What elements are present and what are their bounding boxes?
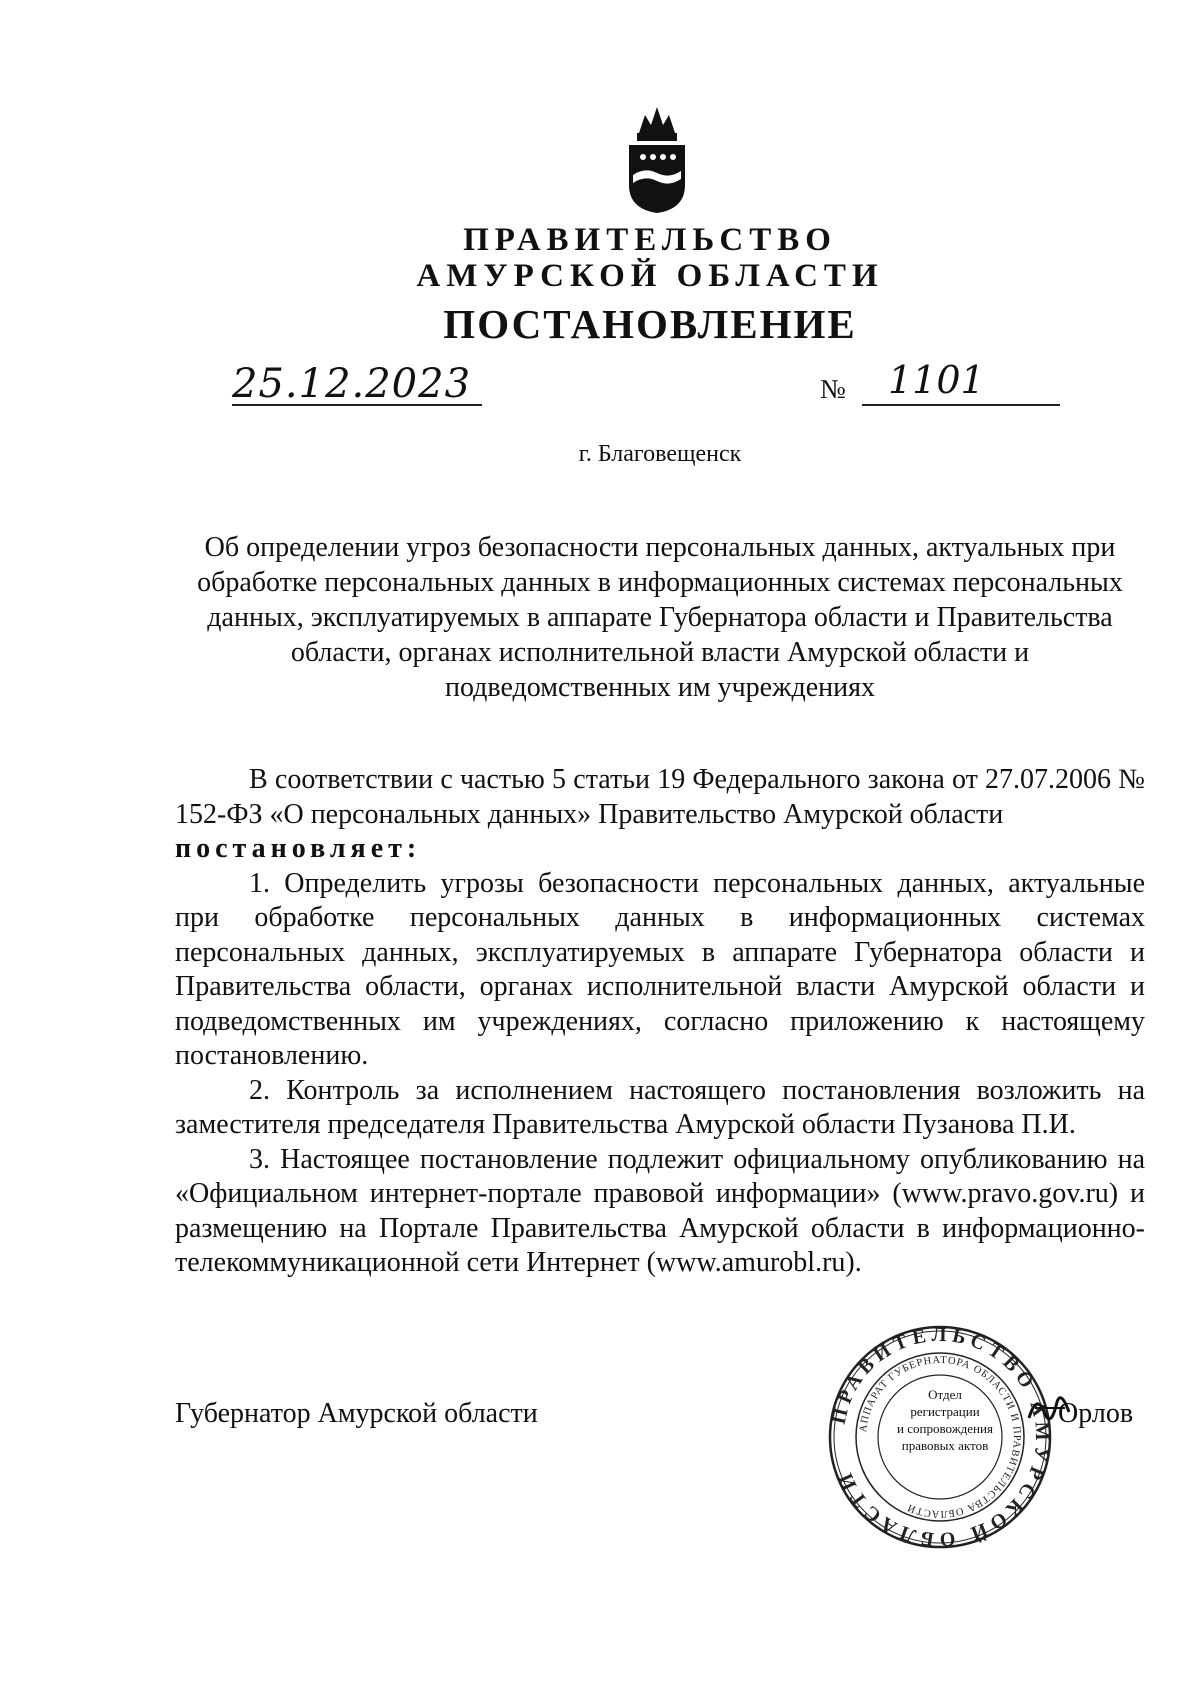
resolves-word: постановляет: xyxy=(175,833,422,864)
title-line: Об определении угроз безопасности персональных данных, актуальных при xyxy=(204,532,1116,563)
date-underline xyxy=(232,404,482,406)
preamble: В соответствии с частью 5 статьи 19 Федерального закона от 27.07.2006 № 152-ФЗ «О персональных данных» Правительство Амурской области xyxy=(175,764,1145,830)
title-line: данных, эксплуатируемых в аппарате Губернатора области и Правительства xyxy=(207,602,1113,633)
title-line: области, органах исполнительной власти Амурской области и xyxy=(290,637,1030,668)
coat-of-arms-icon xyxy=(625,105,689,215)
signatory-name: Орлов xyxy=(1058,1398,1134,1429)
stamp-center-line: правовых актов xyxy=(901,1438,989,1453)
title-line: подведомственных им учреждениях xyxy=(445,672,875,703)
handwritten-number: 1101 xyxy=(888,358,985,402)
stamp-inner-text: АППАРАТ ГУБЕРНАТОРА ОБЛАСТИ И ПРАВИТЕЛЬСТВА ОБЛАСТИ xyxy=(858,1354,1023,1520)
stamp-center-line: регистрации xyxy=(910,1404,980,1419)
number-underline xyxy=(862,404,1060,406)
item-1: 1. Определить угрозы безопасности персональных данных, актуальные при обработке персональных данных в информационных системах персональных данных, эксплуатируемых в аппарате Губернатора области и Правительства области, органах исполнительной власти Амурской области и подведомственных им учреждениях, согласно приложению к настоящему постановлению. xyxy=(175,867,1145,1071)
stamp-center-line: Отдел xyxy=(928,1387,962,1402)
item-2: 2. Контроль за исполнением настоящего постановления возложить на заместителя председателя Правительства Амурской области Пузанова П.И. xyxy=(175,1074,1145,1140)
org-name-line1: ПРАВИТЕЛЬСТВО xyxy=(463,222,837,258)
title-line: обработке персональных данных в информационных системах персональных xyxy=(197,567,1123,598)
document-type: ПОСТАНОВЛЕНИЕ xyxy=(443,301,857,347)
org-name-line2: АМУРСКОЙ ОБЛАСТИ xyxy=(416,258,884,294)
handwritten-date: 25.12.2023 xyxy=(232,361,472,407)
document-title xyxy=(190,530,1130,705)
city: г. Благовещенск xyxy=(578,441,742,467)
signatory-position: Губернатор Амурской области xyxy=(175,1398,538,1429)
stamp-outer-text: ПРАВИТЕЛЬСТВО АМУРСКОЙ ОБЛАСТИ xyxy=(827,1323,1054,1551)
item-3: 3. Настоящее постановление подлежит официальному опубликованию на «Официальном интернет-портале правовой информации» (www.pravo.gov.ru) и размещению на Портале Правительства Амурской области в информационно-телекоммуникационной сети Интернет (www.amurobl.ru). xyxy=(175,1143,1145,1278)
stamp-center-line: и сопровождения xyxy=(897,1421,993,1436)
document-body xyxy=(175,763,1145,1281)
number-label: № xyxy=(820,374,846,404)
